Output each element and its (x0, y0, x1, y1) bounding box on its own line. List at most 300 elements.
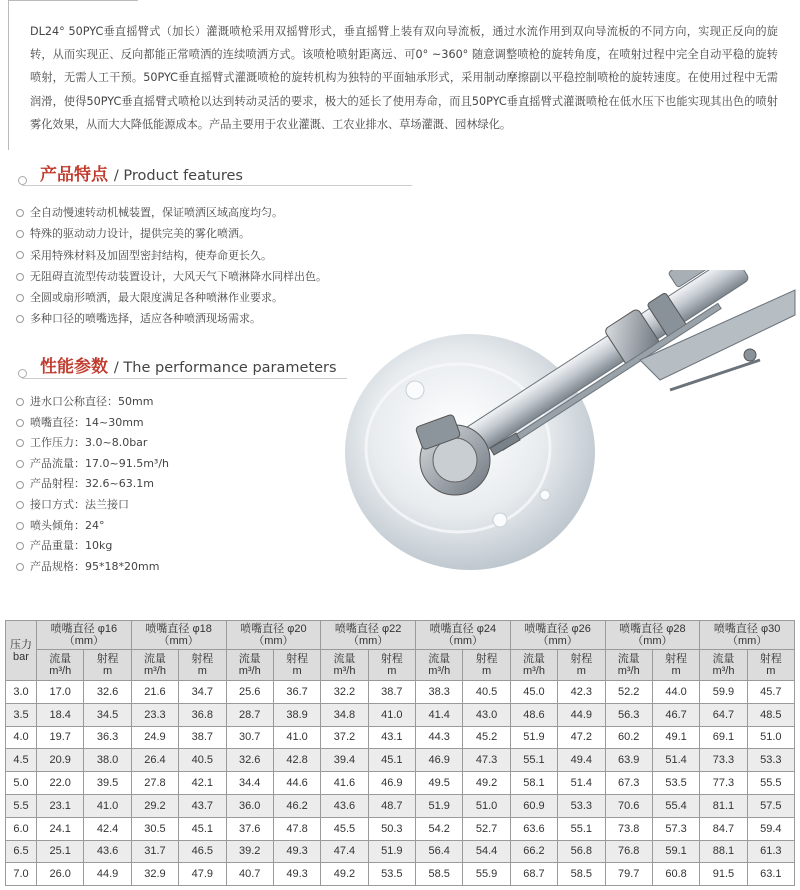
flow-cell: 51.9 (510, 726, 557, 749)
range-cell: 42.4 (84, 817, 131, 840)
flow-label: 流量 (333, 653, 356, 665)
performance-title-en: / The performance parameters (113, 360, 337, 376)
flow-subheader (131, 650, 178, 681)
nozzle-label: 喷嘴直径 φ26 (524, 623, 591, 635)
range-subheader (558, 650, 605, 681)
flow-cell: 49.2 (321, 863, 368, 886)
range-cell: 48.5 (747, 703, 794, 726)
range-cell: 46.2 (273, 794, 320, 817)
flow-cell: 41.6 (321, 772, 368, 795)
range-cell: 38.7 (179, 726, 226, 749)
parameter-text: 接口方式：法兰接口 (30, 497, 129, 511)
range-cell: 43.6 (84, 840, 131, 863)
parameter-text: 产品规格：95*18*20mm (30, 559, 160, 573)
bullet-icon (16, 542, 24, 550)
flow-cell: 36.0 (226, 794, 273, 817)
flow-cell: 21.6 (131, 681, 178, 704)
flow-cell: 77.3 (700, 772, 747, 795)
range-cell: 51.4 (558, 772, 605, 795)
nozzle-unit: （mm） (63, 635, 105, 647)
flow-cell: 32.9 (131, 863, 178, 886)
parameter-text: 产品射程：32.6~63.1m (30, 477, 154, 491)
flow-cell: 40.7 (226, 863, 273, 886)
intro-border-top (8, 0, 138, 1)
range-cell: 53.3 (558, 794, 605, 817)
range-cell: 42.1 (179, 772, 226, 795)
flow-cell: 19.7 (37, 726, 84, 749)
flow-cell: 37.6 (226, 817, 273, 840)
range-cell: 38.0 (84, 749, 131, 772)
table-row (6, 749, 795, 772)
parameter-item (16, 454, 169, 475)
flow-cell: 30.7 (226, 726, 273, 749)
flow-cell: 24.9 (131, 726, 178, 749)
features-heading-dot (18, 176, 27, 185)
pressure-cell: 4.0 (6, 726, 37, 749)
flow-unit: m³/h (238, 665, 261, 677)
flow-cell: 58.5 (416, 863, 463, 886)
range-subheader (179, 650, 226, 681)
bullet-icon (16, 419, 24, 427)
range-cell: 44.6 (273, 772, 320, 795)
range-label: 射程 (759, 653, 782, 665)
flow-cell: 63.9 (605, 749, 652, 772)
range-cell: 38.7 (368, 681, 415, 704)
feature-item (16, 223, 327, 244)
table-row (6, 817, 795, 840)
range-label: 射程 (570, 653, 593, 665)
nozzle-unit: （mm） (726, 635, 768, 647)
flow-cell: 41.4 (416, 703, 463, 726)
flow-cell: 22.0 (37, 772, 84, 795)
range-cell: 49.2 (463, 772, 510, 795)
feature-item (16, 287, 327, 308)
range-cell: 45.7 (747, 681, 794, 704)
nozzle-header (321, 621, 416, 650)
performance-divider (22, 378, 347, 379)
range-cell: 47.9 (179, 863, 226, 886)
intro-border-left (8, 0, 9, 150)
range-label: 射程 (380, 653, 403, 665)
parameter-item (16, 474, 169, 495)
range-cell: 47.2 (558, 726, 605, 749)
range-cell: 61.3 (747, 840, 794, 863)
range-unit: m (766, 665, 776, 677)
flow-cell: 32.2 (321, 681, 368, 704)
range-cell: 45.2 (463, 726, 510, 749)
nozzle-header (37, 621, 132, 650)
range-cell: 53.5 (368, 863, 415, 886)
range-cell: 45.1 (368, 749, 415, 772)
range-subheader (652, 650, 699, 681)
flow-cell: 48.6 (510, 703, 557, 726)
parameter-item (16, 536, 169, 557)
flow-label: 流量 (522, 653, 545, 665)
range-unit: m (197, 665, 207, 677)
bullet-icon (16, 439, 24, 447)
range-subheader (273, 650, 320, 681)
range-cell: 57.3 (652, 817, 699, 840)
flow-unit: m³/h (617, 665, 640, 677)
range-label: 射程 (191, 653, 214, 665)
range-cell: 45.1 (179, 817, 226, 840)
flow-unit: m³/h (522, 665, 545, 677)
range-unit: m (576, 665, 586, 677)
flow-cell: 31.7 (131, 840, 178, 863)
flow-cell: 81.1 (700, 794, 747, 817)
range-cell: 59.4 (747, 817, 794, 840)
feature-text: 特殊的驱动动力设计，提供完美的雾化喷洒。 (30, 227, 250, 241)
range-cell: 55.9 (463, 863, 510, 886)
pressure-cell: 3.5 (6, 703, 37, 726)
nozzle-label: 喷嘴直径 φ28 (619, 623, 686, 635)
table-row (6, 703, 795, 726)
flow-cell: 68.7 (510, 863, 557, 886)
range-cell: 42.3 (558, 681, 605, 704)
range-cell: 55.5 (747, 772, 794, 795)
flow-cell: 25.1 (37, 840, 84, 863)
nozzle-header (416, 621, 511, 650)
range-cell: 55.4 (652, 794, 699, 817)
flow-cell: 69.1 (700, 726, 747, 749)
flow-cell: 67.3 (605, 772, 652, 795)
flow-cell: 46.9 (416, 749, 463, 772)
range-cell: 40.5 (463, 681, 510, 704)
table-row (6, 726, 795, 749)
flow-cell: 45.0 (510, 681, 557, 704)
flow-cell: 73.8 (605, 817, 652, 840)
range-cell: 49.1 (652, 726, 699, 749)
range-cell: 50.3 (368, 817, 415, 840)
performance-list (16, 392, 169, 577)
range-cell: 36.3 (84, 726, 131, 749)
flow-subheader (321, 650, 368, 681)
flow-cell: 56.3 (605, 703, 652, 726)
range-cell: 34.5 (84, 703, 131, 726)
range-cell: 49.3 (273, 863, 320, 886)
range-cell: 52.7 (463, 817, 510, 840)
bullet-icon (16, 230, 24, 238)
bullet-icon (16, 522, 24, 530)
bullet-icon (16, 563, 24, 571)
range-cell: 42.8 (273, 749, 320, 772)
flow-cell: 56.4 (416, 840, 463, 863)
bullet-icon (16, 315, 24, 323)
range-cell: 41.0 (368, 703, 415, 726)
flow-cell: 64.7 (700, 703, 747, 726)
feature-text: 全自动慢速转动机械装置，保证喷洒区域高度均匀。 (30, 206, 283, 219)
range-cell: 38.9 (273, 703, 320, 726)
flow-cell: 44.3 (416, 726, 463, 749)
flow-cell: 34.4 (226, 772, 273, 795)
table-header-row-sub (6, 650, 795, 681)
pressure-label: 压力 (10, 638, 32, 651)
flow-cell: 66.2 (510, 840, 557, 863)
bullet-icon (16, 398, 24, 406)
flow-cell: 25.6 (226, 681, 273, 704)
pressure-cell: 4.5 (6, 749, 37, 772)
range-cell: 56.8 (558, 840, 605, 863)
table-row (6, 681, 795, 704)
parameter-text: 进水口公称直径：50mm (30, 395, 154, 408)
flow-cell: 45.5 (321, 817, 368, 840)
sprinkler-gun-image (340, 270, 800, 610)
bullet-icon (16, 273, 24, 281)
range-unit: m (387, 665, 397, 677)
feature-text: 多种口径的喷嘴选择，适应各种喷洒现场需求。 (30, 312, 261, 326)
flow-cell: 17.0 (37, 681, 84, 704)
flow-unit: m³/h (428, 665, 451, 677)
range-cell: 36.7 (273, 681, 320, 704)
nozzle-label: 喷嘴直径 φ18 (145, 623, 212, 635)
range-unit: m (102, 665, 113, 677)
flow-unit: m³/h (712, 665, 735, 677)
features-list (16, 202, 327, 330)
flow-cell: 28.7 (226, 703, 273, 726)
range-cell: 55.1 (558, 817, 605, 840)
bullet-icon (16, 294, 24, 302)
bullet-icon (16, 501, 24, 509)
flow-cell: 70.6 (605, 794, 652, 817)
range-cell: 57.5 (747, 794, 794, 817)
range-cell: 54.4 (463, 840, 510, 863)
flow-cell: 34.8 (321, 703, 368, 726)
feature-item (16, 202, 327, 223)
range-cell: 46.9 (368, 772, 415, 795)
pressure-header (6, 621, 37, 681)
flow-cell: 55.1 (510, 749, 557, 772)
range-cell: 41.0 (84, 794, 131, 817)
flow-label: 流量 (712, 653, 735, 665)
features-title-cn: 产品特点 (40, 165, 108, 185)
flow-cell: 60.9 (510, 794, 557, 817)
flow-cell: 47.4 (321, 840, 368, 863)
flow-cell: 26.0 (37, 863, 84, 886)
nozzle-label: 喷嘴直径 φ30 (713, 623, 781, 635)
parameter-item (16, 495, 169, 516)
nozzle-label: 喷嘴直径 φ22 (334, 623, 402, 635)
flow-label: 流量 (238, 653, 261, 665)
flow-cell: 84.7 (700, 817, 747, 840)
bullet-icon (16, 481, 24, 489)
flow-cell: 30.5 (131, 817, 178, 840)
nozzle-label: 喷嘴直径 φ16 (50, 623, 118, 635)
range-subheader (84, 650, 131, 681)
features-divider (22, 185, 412, 186)
feature-item (16, 308, 327, 329)
nozzle-unit: （mm） (632, 635, 673, 647)
nozzle-label: 喷嘴直径 φ24 (429, 623, 497, 635)
flow-cell: 52.2 (605, 681, 652, 704)
parameter-text: 工作压力：3.0~8.0bar (30, 436, 148, 450)
performance-heading (40, 352, 337, 377)
feature-text: 全圆或扇形喷洒，最大限度满足各种喷淋作业要求。 (30, 291, 283, 305)
nozzle-header (605, 621, 700, 650)
parameter-item (16, 392, 169, 413)
range-label: 射程 (665, 653, 688, 665)
flow-cell: 26.4 (131, 749, 178, 772)
range-label: 射程 (286, 653, 309, 665)
flow-cell: 32.6 (226, 749, 273, 772)
flow-cell: 43.6 (321, 794, 368, 817)
range-label: 射程 (96, 653, 119, 665)
range-subheader (747, 650, 794, 681)
nozzle-unit: （mm） (158, 635, 199, 647)
flow-subheader (37, 650, 84, 681)
range-cell: 32.6 (84, 681, 131, 704)
bullet-icon (16, 251, 24, 259)
flow-cell: 79.7 (605, 863, 652, 886)
bullet-icon (16, 209, 24, 217)
nozzle-unit: （mm） (253, 635, 294, 647)
flow-cell: 23.3 (131, 703, 178, 726)
range-cell: 43.1 (368, 726, 415, 749)
performance-title-cn: 性能参数 (40, 357, 108, 377)
performance-heading-dot (18, 369, 27, 378)
flow-cell: 73.3 (700, 749, 747, 772)
flow-cell: 39.4 (321, 749, 368, 772)
flow-cell: 39.2 (226, 840, 273, 863)
range-cell: 47.8 (273, 817, 320, 840)
nozzle-label: 喷嘴直径 φ20 (240, 623, 307, 635)
flow-subheader (416, 650, 463, 681)
flow-cell: 76.8 (605, 840, 652, 863)
intro-block (8, 0, 788, 150)
nozzle-unit: （mm） (347, 635, 389, 647)
flow-cell: 60.2 (605, 726, 652, 749)
range-cell: 46.5 (179, 840, 226, 863)
parameter-item (16, 413, 169, 434)
range-label: 射程 (475, 653, 498, 665)
range-cell: 48.7 (368, 794, 415, 817)
nozzle-header (226, 621, 321, 650)
nozzle-unit: （mm） (442, 635, 484, 647)
flow-cell: 91.5 (700, 863, 747, 886)
range-cell: 53.3 (747, 749, 794, 772)
nozzle-header (700, 621, 795, 650)
range-unit: m (481, 665, 492, 677)
flow-label: 流量 (428, 653, 451, 665)
feature-text: 无阻碍直流型传动装置设计，大风天气下喷淋降水同样出色。 (30, 269, 327, 283)
bullet-icon (16, 460, 24, 468)
flow-cell: 59.9 (700, 681, 747, 704)
flow-unit: m³/h (333, 665, 356, 677)
range-cell: 44.9 (558, 703, 605, 726)
range-cell: 59.1 (652, 840, 699, 863)
range-cell: 41.0 (273, 726, 320, 749)
range-cell: 63.1 (747, 863, 794, 886)
flow-cell: 29.2 (131, 794, 178, 817)
table-row (6, 863, 795, 886)
flow-cell: 63.6 (510, 817, 557, 840)
flow-cell: 20.9 (37, 749, 84, 772)
range-cell: 44.0 (652, 681, 699, 704)
flow-cell: 23.1 (37, 794, 84, 817)
performance-table (5, 620, 795, 886)
pressure-cell: 5.5 (6, 794, 37, 817)
range-cell: 46.7 (652, 703, 699, 726)
range-cell: 43.7 (179, 794, 226, 817)
parameter-text: 喷头倾角：24° (30, 518, 105, 532)
range-subheader (463, 650, 510, 681)
parameter-item (16, 433, 169, 454)
pressure-cell: 3.0 (6, 681, 37, 704)
flow-cell: 27.8 (131, 772, 178, 795)
range-cell: 47.3 (463, 749, 510, 772)
range-cell: 53.5 (652, 772, 699, 795)
table-header-row-nozzle (6, 621, 795, 650)
flow-unit: m³/h (49, 665, 72, 677)
feature-text: 采用特殊材料及加固型密封结构，使寿命更长久。 (30, 248, 272, 262)
nozzle-unit: （mm） (537, 635, 578, 647)
flow-cell: 54.2 (416, 817, 463, 840)
range-cell: 51.9 (368, 840, 415, 863)
pressure-cell: 7.0 (6, 863, 37, 886)
range-cell: 39.5 (84, 772, 131, 795)
flow-label: 流量 (617, 653, 640, 665)
flow-subheader (700, 650, 747, 681)
range-cell: 36.8 (179, 703, 226, 726)
range-cell: 51.0 (463, 794, 510, 817)
features-title-en: / Product features (113, 168, 243, 184)
range-cell: 40.5 (179, 749, 226, 772)
range-subheader (368, 650, 415, 681)
range-cell: 34.7 (179, 681, 226, 704)
pressure-cell: 6.0 (6, 817, 37, 840)
range-unit: m (671, 665, 681, 677)
range-cell: 49.3 (273, 840, 320, 863)
feature-item (16, 245, 327, 266)
flow-cell: 49.5 (416, 772, 463, 795)
features-heading (40, 160, 243, 185)
flow-cell: 51.9 (416, 794, 463, 817)
flow-label: 流量 (49, 653, 72, 665)
parameter-item (16, 557, 169, 578)
nozzle-header (510, 621, 605, 650)
flow-cell: 24.1 (37, 817, 84, 840)
range-unit: m (292, 665, 302, 677)
range-cell: 43.0 (463, 703, 510, 726)
flow-label: 流量 (143, 653, 166, 665)
pressure-cell: 6.5 (6, 840, 37, 863)
range-cell: 51.4 (652, 749, 699, 772)
parameter-text: 产品流量：17.0~91.5m³/h (30, 456, 170, 470)
flow-unit: m³/h (143, 665, 166, 677)
range-cell: 51.0 (747, 726, 794, 749)
range-cell: 60.8 (652, 863, 699, 886)
nozzle-header (131, 621, 226, 650)
parameter-text: 产品重量：10kg (30, 539, 113, 553)
flow-subheader (510, 650, 557, 681)
pressure-cell: 5.0 (6, 772, 37, 795)
pressure-unit: bar (13, 650, 29, 663)
table-row (6, 840, 795, 863)
flow-cell: 18.4 (37, 703, 84, 726)
intro-text: DL24° 50PYC垂直摇臂式（加长）灌溉喷枪采用双摇臂形式，垂直摇臂上装有双向导流板，通过水流作用到双向导流板的不同方向，实现正反向的旋转，从而实现正、反向都能正常喷洒的连续喷洒方式。该喷枪喷射距离远、可0° ~360° 随意调整喷枪的旋转角度，在喷射过程中完全自动平稳的旋转喷射，无需人工干预。50PYC垂直摇臂式灌溉喷枪的旋转机构为独特的平面轴承形式，采用制动摩擦副以平稳控制喷枪的旋转速度。在使用过程中无需润滑，使得50PYC垂直摇臂式喷枪以达到转动灵活的要求，极大的延长了使用寿命，而且50PYC垂直摇臂式灌溉喷枪在低水压下也能实现其出色的喷射雾化效果，从而大大降低能源成本。产品主要用于农业灌溉、工农业排水、草场灌溉、园林绿化。 (30, 25, 778, 131)
flow-cell: 58.1 (510, 772, 557, 795)
table-row (6, 794, 795, 817)
range-cell: 49.4 (558, 749, 605, 772)
flow-cell: 88.1 (700, 840, 747, 863)
parameter-text: 喷嘴直径：14~30mm (30, 415, 144, 429)
flow-subheader (226, 650, 273, 681)
feature-item (16, 266, 327, 287)
table-body (6, 681, 795, 886)
table-row (6, 772, 795, 795)
flow-subheader (605, 650, 652, 681)
range-cell: 58.5 (558, 863, 605, 886)
flow-cell: 37.2 (321, 726, 368, 749)
